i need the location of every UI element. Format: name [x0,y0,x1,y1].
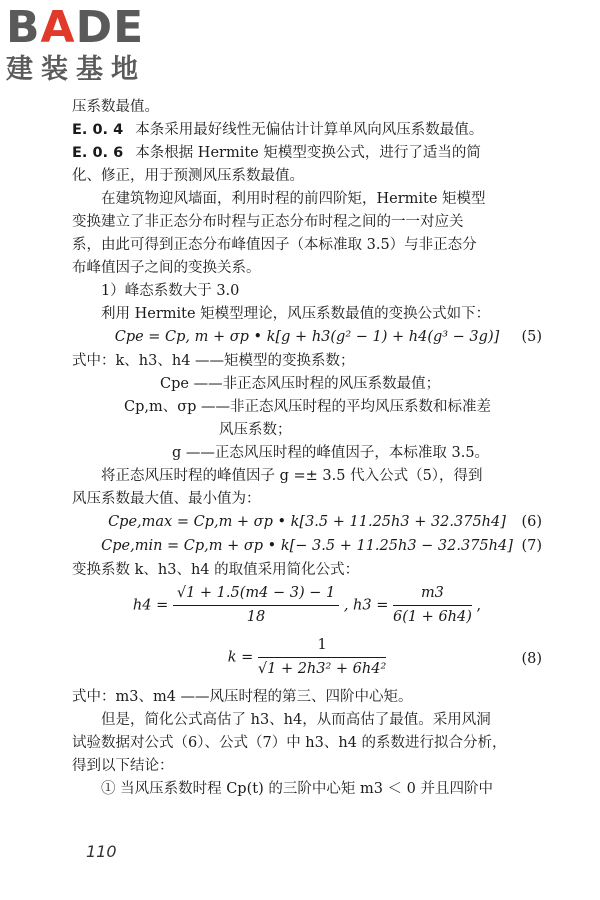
fraction-denominator: 18 [246,609,266,625]
paragraph: 变换建立了非正态分布时程与正态分布时程之间的一一对应关 [72,214,464,230]
fraction-denominator: 6(1 + 6h4) [392,609,472,625]
fraction-numerator: √1 + 1.5(m4 − 3) − 1 [173,582,339,606]
equation-number: (7) [521,538,542,554]
equation-number: (8) [521,651,542,667]
paragraph: 但是，简化公式高估了 h3、h4，从而高估了最值。采用风洞 [101,712,491,728]
paragraph: 风压系数最大值、最小值为： [72,491,261,507]
equation-5 [72,326,542,350]
logo-brand: BADE [6,2,145,53]
paragraph: 利用 Hermite 矩模型理论，风压系数最值的变换公式如下： [101,306,491,322]
equation-7 [72,535,542,559]
paragraph: 在建筑物迎风墙面，利用时程的前四阶矩，Hermite 矩模型 [101,191,486,207]
definition: Cp,m、σp ——非正态风压时程的平均风压系数和标准差 [124,399,492,415]
logo [6,2,176,92]
page-body [72,96,542,801]
clause-e06: E. 0. 6 本条根据 Hermite 矩模型变换公式，进行了适当的简 [72,145,481,161]
equation-text: Cpe = Cp, m + σp • k[g + h3(g² − 1) + h4(g³ − 3g)] [114,329,500,345]
paragraph: 布峰值因子之间的变换关系。 [72,260,261,276]
paragraph: 化、修正，用于预测风压系数最值。 [72,168,304,184]
equation-6 [72,511,542,535]
equation-number: (6) [521,514,542,530]
equation-number: (5) [521,329,542,345]
definition: 式中：m3、m4 ——风压时程的第三、四阶中心矩。 [72,689,413,705]
definition: g ——正态风压时程的峰值因子，本标准取 3.5。 [172,445,490,461]
paragraph: 得到以下结论： [72,758,174,774]
paragraph: 系，由此可得到正态分布峰值因子（本标准取 3.5）与非正态分 [72,237,477,253]
definition: Cpe ——非正态风压时程的风压系数最值； [160,376,441,392]
list-item: ① 当风压系数时程 Cp(t) 的三阶中心矩 m3 ＜ 0 并且四阶中 [101,781,493,797]
equation-text: Cpe,min = Cp,m + σp • k[− 3.5 + 11.25h3 − 32.375h4] [101,538,513,554]
logo-subtitle: 建装基地 [6,54,146,85]
clause-e04: E. 0. 4 本条采用最好线性无偏估计计算单风向风压系数最值。 [72,122,484,138]
equation-text: Cpe,max = Cp,m + σp • k[3.5 + 11.25h3 + 32.375h4] [108,514,506,530]
clause-label: E. 0. 6 [72,145,124,161]
definition: 风压系数； [219,422,292,438]
list-item: 1）峰态系数大于 3.0 [101,283,240,299]
paragraph: 将正态风压时程的峰值因子 g =± 3.5 代入公式（5），得到 [101,468,483,484]
fraction-numerator: m3 [393,582,472,606]
paragraph: 变换系数 k、h3、h4 的取值采用简化公式： [72,562,360,578]
paragraph: 压系数最值。 [72,99,159,115]
fraction-denominator: √1 + 2h3² + 6h4² [257,661,387,677]
definition: 式中：k、h3、h4 ——矩模型的变换系数； [72,353,355,369]
equation-8b: k = $\frac{1}{\text{√1 + 2h3² + 6h4²}}$ (8) [72,634,542,686]
equation-8a: h4 = $\frac{√1 + 1.5(m4 - 3) - 1}{18}$ , h3 = $\frac{m3}{6(1 + 6h4)}$ , [72,582,542,634]
page-number: 110 [86,842,117,861]
fraction-numerator: 1 [258,634,386,658]
clause-label: E. 0. 4 [72,122,124,138]
paragraph: 试验数据对公式（6）、公式（7）中 h3、h4 的系数进行拟合分析， [72,735,507,751]
